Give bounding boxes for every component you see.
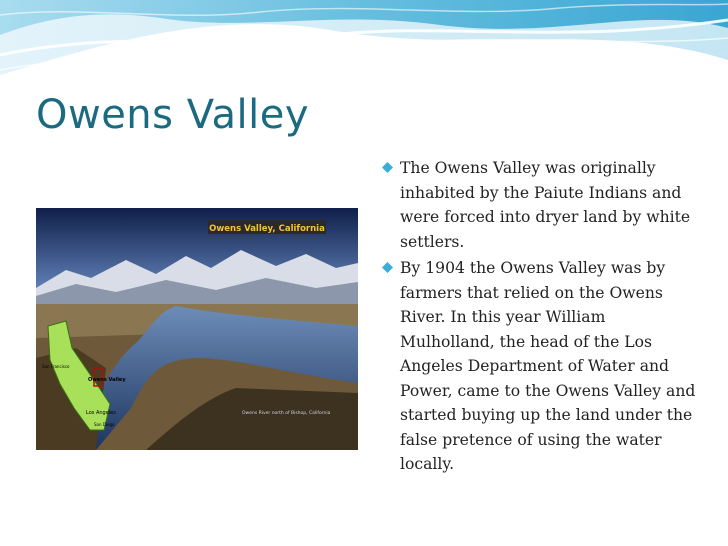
bullet-text-2: By 1904 the Owens Valley was by farmers that relied on the Owens River. In this year William Mulholland, the head of the Los Angeles Department of Water and Power, came to the Owens Valley and started buying up the land under the false pretence of using the water locally. — [400, 259, 696, 473]
owens-river-landscape-image — [36, 208, 358, 450]
bullet-item — [380, 156, 700, 254]
image-banner-text: Owens Valley, California — [209, 224, 325, 234]
bullet-list — [380, 156, 700, 479]
map-label-san-francisco: San Francisco — [42, 364, 70, 369]
header-wave-decoration — [0, 0, 728, 95]
bullet-text-1: The Owens Valley was originally inhabited by the Paiute Indians and were forced into dryer land by white settlers. — [400, 159, 691, 251]
owens-valley-photo — [36, 208, 358, 450]
map-label-owens-valley: Owens Valley — [88, 377, 126, 383]
slide-title: Owens Valley — [36, 92, 309, 138]
bullet-item — [380, 256, 700, 477]
map-label-los-angeles: Los Angeles — [86, 410, 116, 416]
image-caption: Owens River north of Bishop, California — [242, 411, 331, 416]
map-label-san-diego: San Diego — [94, 422, 115, 427]
